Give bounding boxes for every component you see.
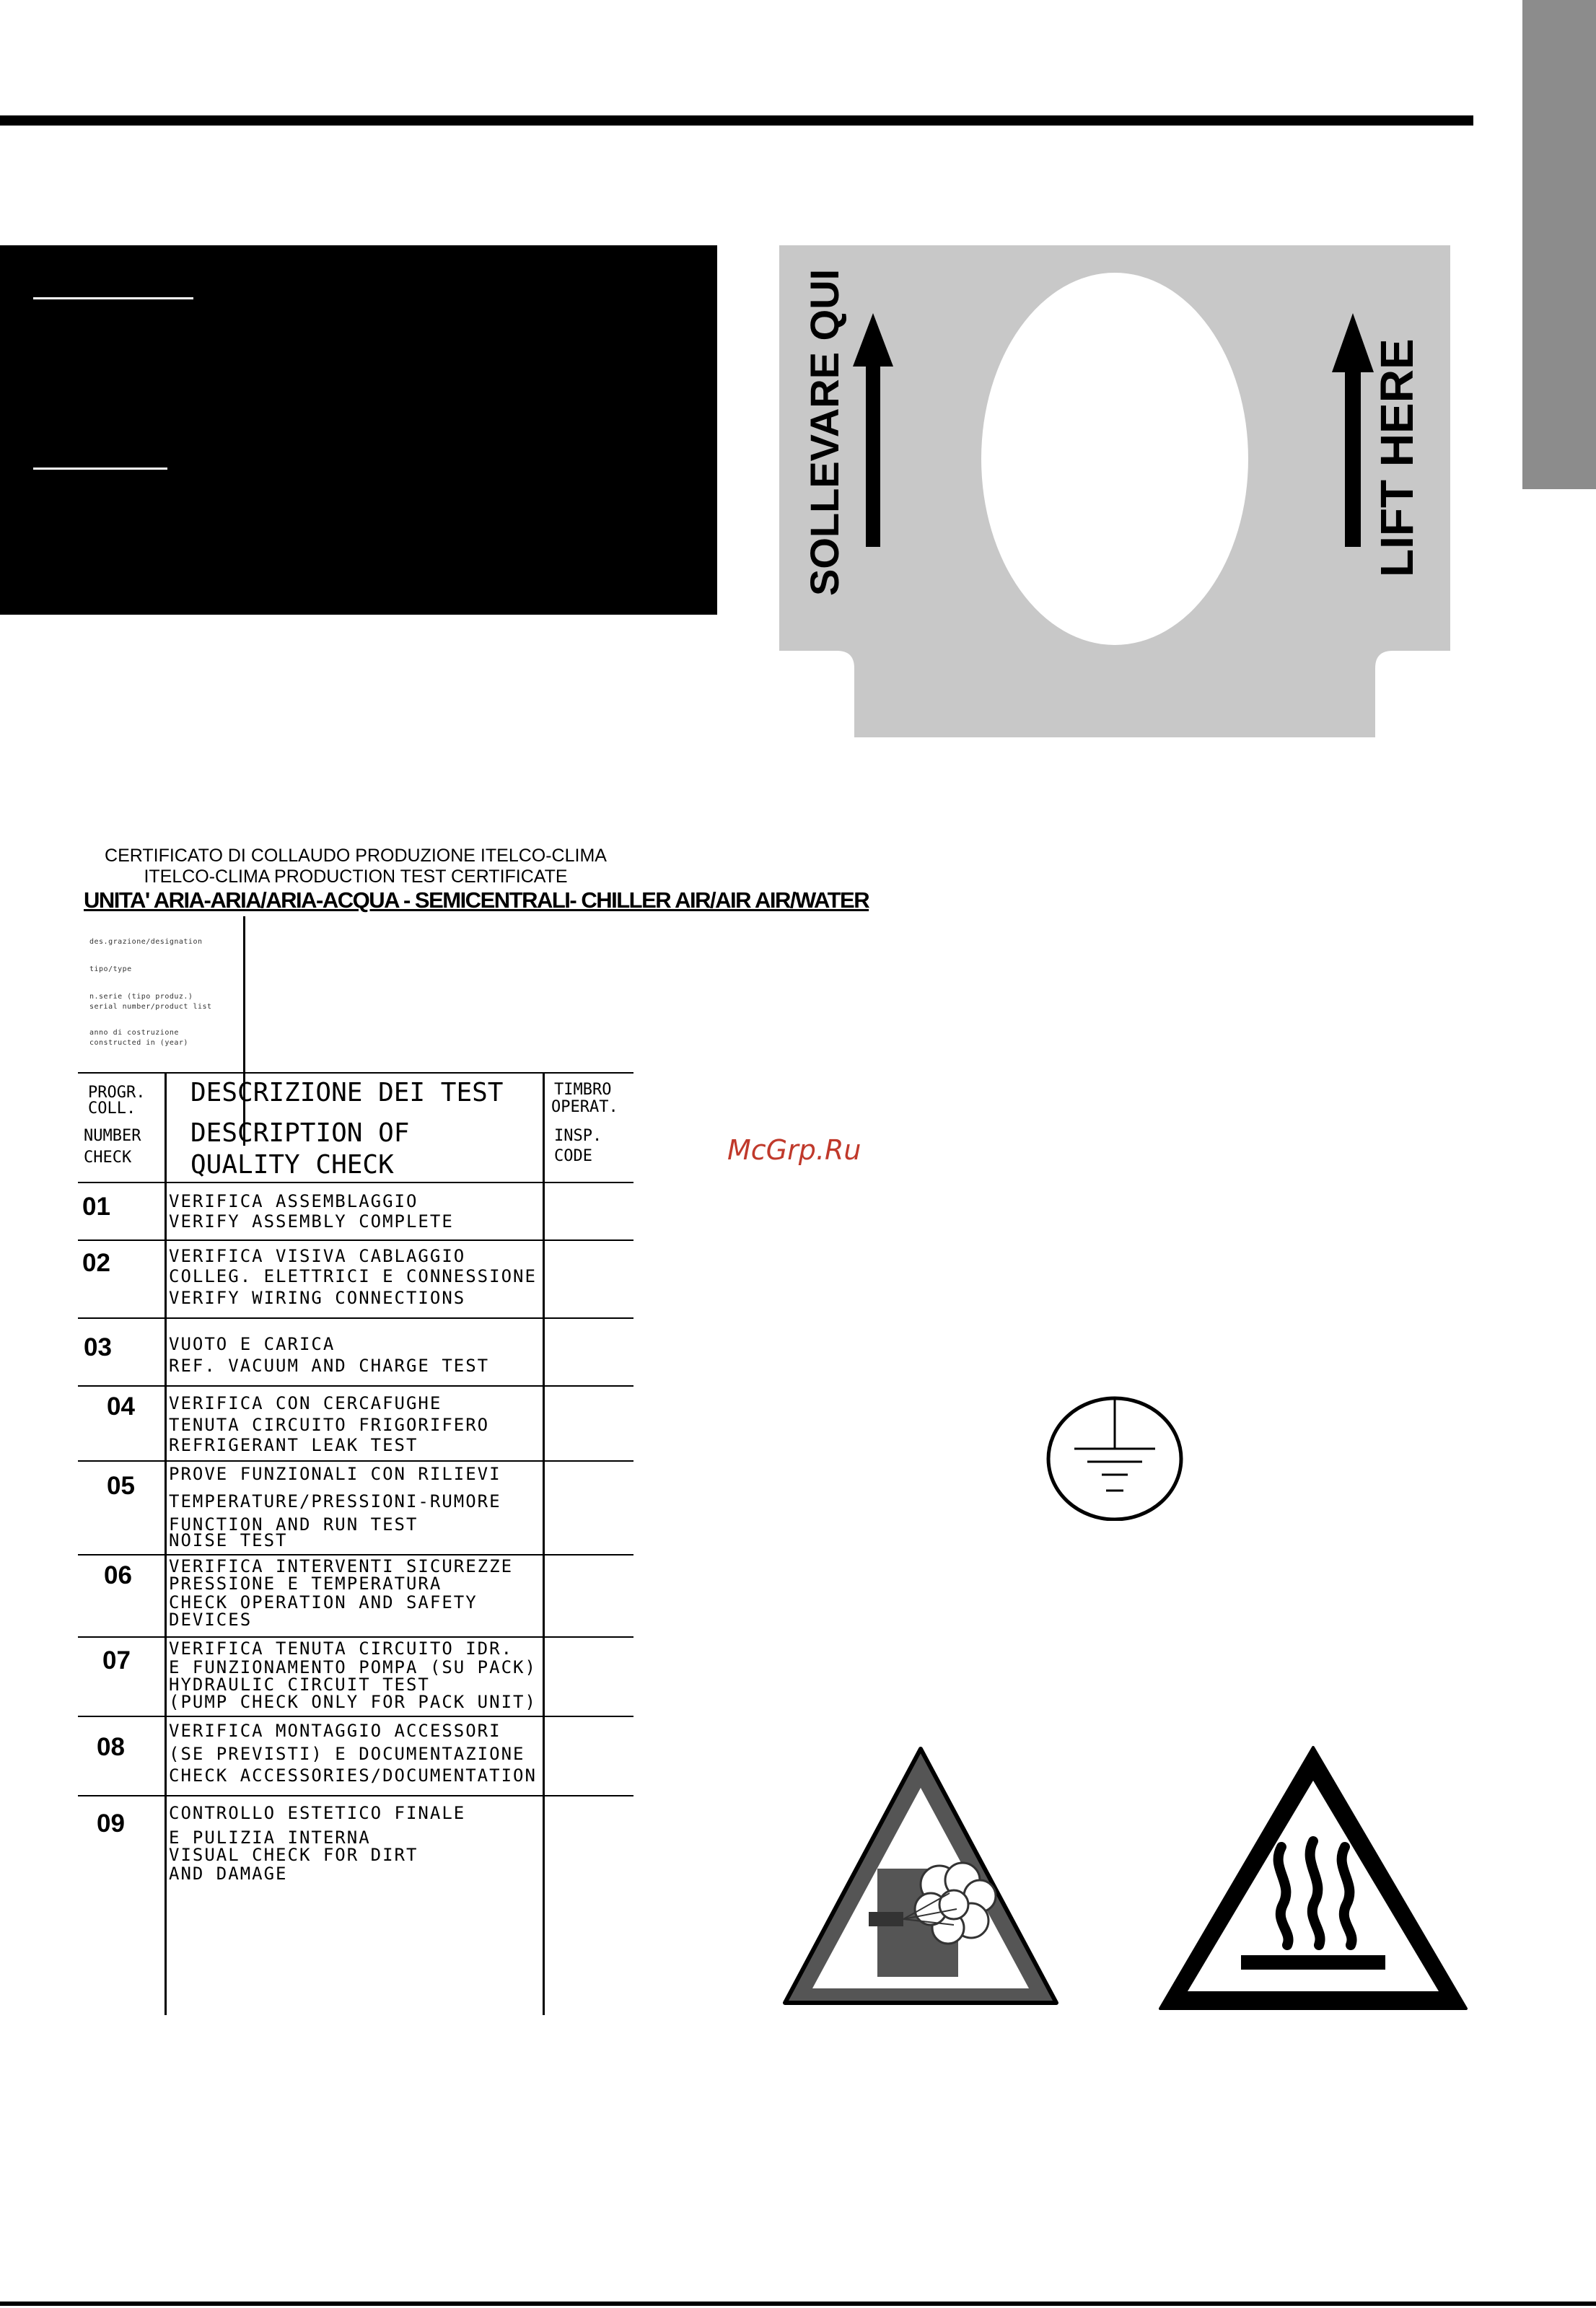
- lift-text-en: LIFT HERE: [1371, 338, 1423, 577]
- row-number: 08: [97, 1733, 125, 1761]
- row-desc: VERIFICA VISIVA CABLAGGIO: [169, 1246, 466, 1266]
- field-year-en: constructed in (year): [89, 1039, 188, 1047]
- hdr-insp: INSP.: [554, 1127, 602, 1145]
- pressurized-spray-warning-icon: [776, 1739, 1065, 2006]
- row-desc: E PULIZIA INTERNA: [169, 1827, 371, 1848]
- notice-box: [0, 245, 717, 615]
- notice-rule: [33, 468, 167, 470]
- hdr-check: CHECK: [84, 1149, 132, 1167]
- hdr-coll: COLL.: [88, 1100, 136, 1118]
- watermark[interactable]: McGrp.Ru: [727, 1134, 861, 1166]
- row-desc: VERIFICA ASSEMBLAGGIO: [169, 1191, 418, 1211]
- row-desc: CHECK ACCESSORIES/DOCUMENTATION: [169, 1765, 537, 1786]
- row-number: 07: [102, 1646, 131, 1675]
- cert-title-en: ITELCO-CLIMA PRODUCTION TEST CERTIFICATE: [144, 866, 568, 887]
- row-desc: DEVICES: [169, 1610, 253, 1630]
- row-desc: REF. VACUUM AND CHARGE TEST: [169, 1356, 490, 1376]
- row-desc: VERIFICA CON CERCAFUGHE: [169, 1393, 442, 1413]
- field-divider: [243, 916, 245, 1146]
- row-rule: [78, 1554, 633, 1556]
- row-number: 02: [82, 1249, 110, 1277]
- cert-title-it: CERTIFICATO DI COLLAUDO PRODUZIONE ITELCO-CLIMA: [105, 846, 607, 866]
- row-desc: CONTROLLO ESTETICO FINALE: [169, 1803, 466, 1823]
- hdr-number: NUMBER: [84, 1127, 141, 1145]
- field-type: tipo/type: [89, 965, 132, 973]
- row-rule: [78, 1636, 633, 1638]
- row-desc: E FUNZIONAMENTO POMPA (SU PACK): [169, 1657, 537, 1677]
- row-desc: VERIFICA MONTAGGIO ACCESSORI: [169, 1721, 501, 1741]
- lift-hole: [981, 273, 1248, 645]
- hdr-progr: PROGR.: [88, 1084, 146, 1102]
- row-number: 09: [97, 1809, 125, 1838]
- row-rule: [78, 1182, 633, 1183]
- hdr-timbro: TIMBRO: [554, 1081, 612, 1099]
- row-desc: COLLEG. ELETTRICI E CONNESSIONE: [169, 1266, 537, 1286]
- field-serial-en: serial number/product list: [89, 1003, 212, 1011]
- row-desc: AND DAMAGE: [169, 1864, 288, 1884]
- field-serial: n.serie (tipo produz.): [89, 993, 193, 1001]
- row-number: 05: [107, 1472, 135, 1500]
- row-rule: [78, 1239, 633, 1241]
- field-designation: des.grazione/designation: [89, 938, 203, 946]
- header-rule: [0, 115, 1473, 126]
- row-desc: TEMPERATURE/PRESSIONI-RUMORE: [169, 1491, 501, 1511]
- row-desc: PROVE FUNZIONALI CON RILIEVI: [169, 1464, 501, 1484]
- row-rule: [78, 1317, 633, 1319]
- row-desc: VERIFY WIRING CONNECTIONS: [169, 1288, 466, 1308]
- hdr-desc-en1: DESCRIPTION OF: [190, 1118, 410, 1148]
- row-desc: (SE PREVISTI) E DOCUMENTAZIONE: [169, 1744, 525, 1764]
- row-number: 01: [82, 1193, 110, 1221]
- row-desc: FUNCTION AND RUN TEST: [169, 1514, 418, 1535]
- hdr-code: CODE: [554, 1147, 592, 1165]
- col-divider: [543, 1074, 545, 2015]
- row-rule: [78, 1460, 633, 1462]
- notice-rule: [33, 297, 193, 299]
- row-desc: NOISE TEST: [169, 1530, 288, 1550]
- cert-subtitle: UNITA' ARIA-ARIA/ARIA-ACQUA - SEMICENTRALI- CHILLER AIR/AIR AIR/WATER: [84, 887, 869, 913]
- row-desc: REFRIGERANT LEAK TEST: [169, 1435, 418, 1455]
- section-tab: [1522, 0, 1596, 489]
- hot-surface-warning-icon: [1154, 1739, 1472, 2013]
- row-number: 06: [104, 1561, 132, 1589]
- row-desc: PRESSIONE E TEMPERATURA: [169, 1574, 442, 1594]
- hdr-operat: OPERAT.: [551, 1098, 618, 1116]
- row-desc: CHECK OPERATION AND SAFETY: [169, 1592, 478, 1612]
- row-desc: VUOTO E CARICA: [169, 1334, 336, 1354]
- row-desc: VISUAL CHECK FOR DIRT: [169, 1845, 418, 1865]
- hdr-desc-en2: QUALITY CHECK: [190, 1150, 394, 1180]
- row-desc: VERIFICA INTERVENTI SICUREZZE: [169, 1556, 514, 1576]
- row-desc: (PUMP CHECK ONLY FOR PACK UNIT): [169, 1692, 537, 1712]
- row-rule: [78, 1716, 633, 1717]
- protective-earth-icon: [1043, 1391, 1187, 1521]
- lift-label: [779, 245, 1450, 737]
- hdr-desc-it: DESCRIZIONE DEI TEST: [190, 1078, 504, 1107]
- row-number: 04: [107, 1392, 135, 1421]
- row-desc: TENUTA CIRCUITO FRIGORIFERO: [169, 1415, 490, 1435]
- lift-text-it: SOLLEVARE QUI: [802, 268, 847, 596]
- row-rule: [78, 1795, 633, 1796]
- row-desc: HYDRAULIC CIRCUIT TEST: [169, 1675, 430, 1695]
- footer-rule: [0, 2302, 1596, 2306]
- row-desc: VERIFICA TENUTA CIRCUITO IDR.: [169, 1638, 514, 1659]
- row-number: 03: [84, 1333, 112, 1361]
- field-year: anno di costruzione: [89, 1029, 179, 1037]
- col-divider: [165, 1074, 167, 2015]
- table-top-rule: [78, 1072, 633, 1074]
- row-desc: VERIFY ASSEMBLY COMPLETE: [169, 1211, 454, 1232]
- row-rule: [78, 1385, 633, 1387]
